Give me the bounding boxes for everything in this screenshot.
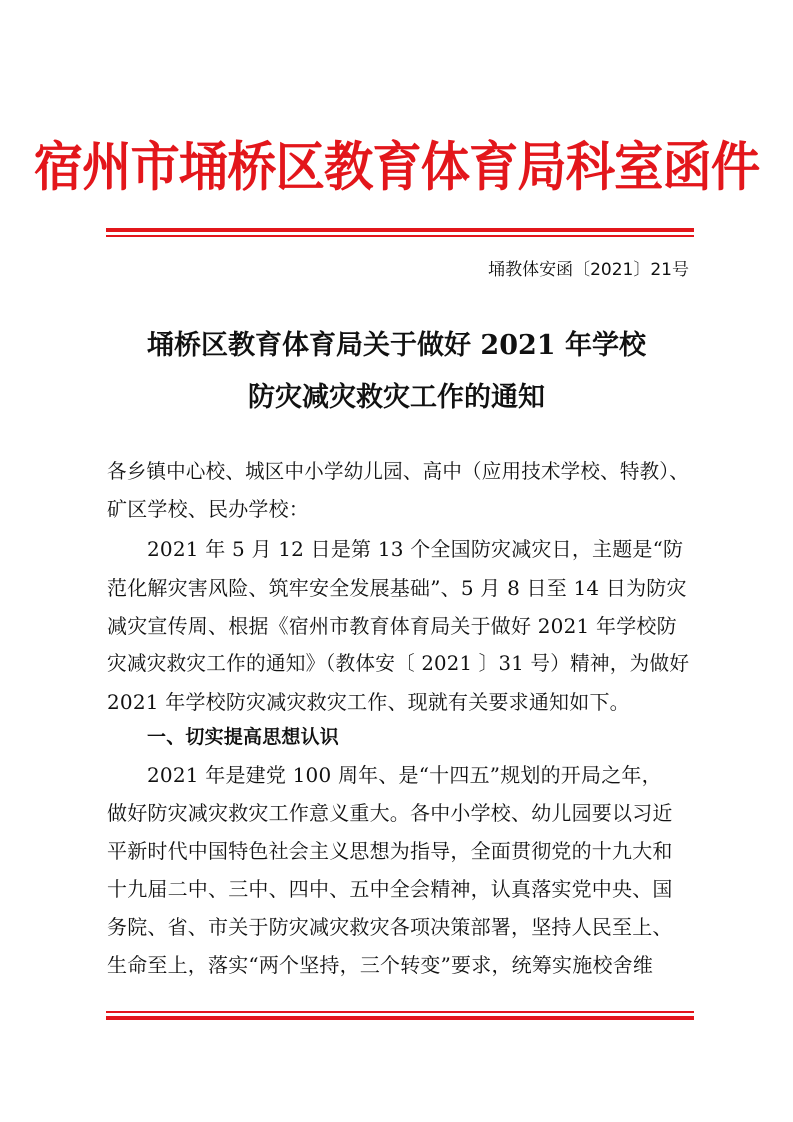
section-1-heading: 一、切实提高思想认识 xyxy=(147,726,340,748)
paragraph-1-line-5: 2021 年学校防灾减灾救灾工作、现就有关要求通知如下。 xyxy=(107,690,630,714)
footer-rule-thin xyxy=(106,1011,694,1013)
paragraph-2-line-4: 十九届二中、三中、四中、五中全会精神，认真落实党中央、国 xyxy=(107,877,673,901)
document-number: 埇教体安函〔2021〕21号 xyxy=(488,260,689,280)
letterhead-title: 宿州市埇桥区教育体育局科室函件 xyxy=(33,137,760,198)
paragraph-2-line-2: 做好防灾减灾救灾工作意义重大。各中小学校、幼儿园要以习近 xyxy=(107,801,673,825)
paragraph-1-line-2: 范化解灾害风险、筑牢安全发展基础”、5 月 8 日至 14 日为防灾 xyxy=(107,576,687,600)
footer-rule-thick xyxy=(106,1016,694,1020)
header-rule-thin xyxy=(106,235,694,237)
paragraph-2-line-1: 2021 年是建党 100 周年、是“十四五”规划的开局之年， xyxy=(147,763,662,787)
recipients-line-1: 各乡镇中心校、城区中小学幼儿园、高中（应用技术学校、特教）、 xyxy=(107,459,689,483)
notice-title-line-2: 防灾减灾救灾工作的通知 xyxy=(248,382,545,413)
paragraph-2-line-5: 务院、省、市关于防灾减灾救灾各项决策部署，坚持人民至上、 xyxy=(107,915,673,939)
notice-title-line-1: 埇桥区教育体育局关于做好 2021 年学校 xyxy=(147,330,646,361)
paragraph-2-line-3: 平新时代中国特色社会主义思想为指导，全面贯彻党的十九大和 xyxy=(107,839,673,863)
paragraph-1-line-4: 灾减灾救灾工作的通知》（教体安〔 2021 〕31 号）精神，为做好 xyxy=(107,651,690,675)
paragraph-2-line-6: 生命至上，落实“两个坚持，三个转变”要求，统筹实施校舍维 xyxy=(107,953,654,977)
header-rule-thick xyxy=(106,228,694,232)
recipients-line-2: 矿区学校、民办学校： xyxy=(107,497,309,521)
paragraph-1-line-1: 2021 年 5 月 12 日是第 13 个全国防灾减灾日，主题是“防 xyxy=(147,537,684,561)
paragraph-1-line-3: 减灾宣传周、根据《宿州市教育体育局关于做好 2021 年学校防 xyxy=(107,614,677,638)
